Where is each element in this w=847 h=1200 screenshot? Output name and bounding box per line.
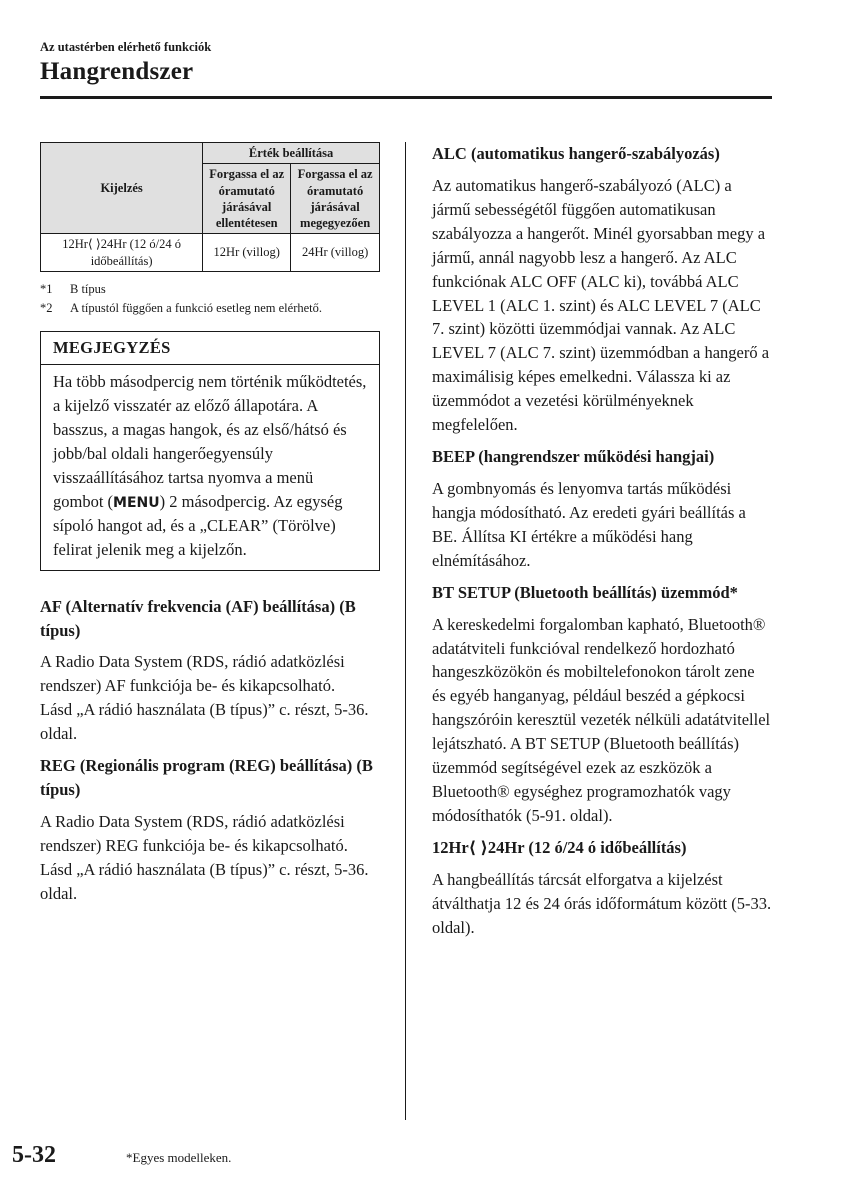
note-box <box>40 331 380 570</box>
left-column <box>40 142 380 914</box>
note-body <box>41 365 379 569</box>
section-paragraph: Az automatikus hangerő-szabályozó (ALC) a jármű sebességétől függően automatikusan szabályozza a hangerőt. Minél gyorsabban megy a jármű, annál nagyobb lesz a hangerő. Az ALC funkciónak ALC OFF (ALC ki), továbbá ALC LEVEL 1 (ALC 1. szint) és ALC LEVEL 7 (ALC 7. szint) közötti üzemmódjai vannak. Az ALC LEVEL 7 (ALC 7. szint) üzemmódban a hangerő a maximálisig képes emelkedni. Válassza ki az üzemmódot a vezetési körülményeknek megfelelően. <box>432 175 770 435</box>
section-heading: BT SETUP (Bluetooth beállítás) üzemmód* <box>432 582 738 602</box>
footnote <box>40 299 380 318</box>
table-header-ccw: Forgassa el az óramutató járásával ellentétesen <box>203 164 291 234</box>
section-paragraph: A gombnyomás és lenyomva tartás működési hangja módosítható. Az eredeti gyári beállítás a BE. Állítsa KI értékre a működési hang elnémításához. <box>432 478 746 570</box>
section-reg <box>40 754 380 906</box>
page-title: Hangrendszer <box>40 58 194 85</box>
table-header-value: Érték beállítása <box>203 143 380 164</box>
section-beep <box>432 445 772 573</box>
table-header-cw: Forgassa el az óramutató járásával megegyezően <box>291 164 380 234</box>
footnote-text: B típus <box>70 281 106 296</box>
section-paragraph: A Radio Data System (RDS, rádió adatközlési rendszer) AF funkciója be- és kikapcsolható. <box>40 652 345 696</box>
section-paragraph: A hangbeállítás tárcsát elforgatva a kijelzést átválthatja 12 és 24 órás időformátum között (5-33. oldal). <box>432 869 772 937</box>
section-bt-setup <box>432 581 772 828</box>
footnote-text: A típustól függően a funkció esetleg nem elérhető. <box>70 300 323 315</box>
section-paragraph: A kereskedelmi forgalomban kapható, Bluetooth® adatátviteli funkcióval rendelkező hordozható hangeszközökön és mobiltelefonokon tárolt zene és egyéb hanganyag, például beszéd a gépkocsi hangszóróin keresztül vezeték nélküli adatátvitellel lejátszható. A BT SETUP (Bluetooth beállítás) üzemmód segítségével ezek az eszközök a Bluetooth® egységhez programozhatók vagy módosíthatók (5-91. oldal). <box>432 614 771 825</box>
section-12hr-24hr <box>432 836 772 940</box>
left-sections <box>40 595 380 906</box>
settings-table <box>40 142 380 272</box>
section-label: Az utastérben elérhető funkciók <box>40 40 212 54</box>
section-heading: BEEP (hangrendszer működési hangjai) <box>432 447 715 467</box>
section-heading: ALC (automatikus hangerő-szabályozás) <box>432 144 720 163</box>
table-header-display: Kijelzés <box>41 143 203 234</box>
page-number: 5-32 <box>12 1142 56 1168</box>
note-title: MEGJEGYZÉS <box>41 332 379 365</box>
section-paragraph: A Radio Data System (RDS, rádió adatközlési rendszer) REG funkciója be- és kikapcsolható. <box>40 812 348 855</box>
column-divider <box>405 142 406 1120</box>
table-cell-ccw: 12Hr (villog) <box>203 234 291 272</box>
table-cell-display: 12Hr⟨ ⟩24Hr (12 ó/24 ó időbeállítás) <box>41 234 203 272</box>
section-heading: REG (Regionális program (REG) beállítása) (B típus) <box>40 756 373 800</box>
note-text: ) 2 másodpercig. Az egység sípoló hangot ad, és a „CLEAR” (Törölve) felirat jelenik meg a kijelzőn. <box>53 491 343 559</box>
menu-key-label: MENU <box>113 494 160 511</box>
footnote-mark: *2 <box>40 300 53 315</box>
title-rule <box>40 96 772 99</box>
section-paragraph: Lásd „A rádió használata (B típus)” c. részt, 5-36. oldal. <box>40 700 369 744</box>
footnote <box>40 280 380 299</box>
section-heading: AF (Alternatív frekvencia (AF) beállítása) (B típus) <box>40 596 356 640</box>
footnote-mark: *1 <box>40 281 53 296</box>
section-alc <box>432 142 772 437</box>
section-paragraph: Lásd „A rádió használata (B típus)” c. részt, 5-36. oldal. <box>40 859 369 903</box>
table-row <box>41 234 380 272</box>
right-column <box>432 142 772 948</box>
table-cell-cw: 24Hr (villog) <box>291 234 380 272</box>
note-text: Ha több másodpercig nem történik működtetés, a kijelző visszatér az előző állapotára. A basszus, a magas hangok, és az első/hátsó és jobb/bal oldali hangerőegyensúly visszaállításához tartsa nyomva a menü gombot ( <box>53 372 367 511</box>
section-heading: 12Hr⟨ ⟩24Hr (12 ó/24 ó időbeállítás) <box>432 837 687 857</box>
footnotes <box>40 280 380 318</box>
footer-note: *Egyes modelleken. <box>126 1150 232 1165</box>
section-af <box>40 595 380 747</box>
